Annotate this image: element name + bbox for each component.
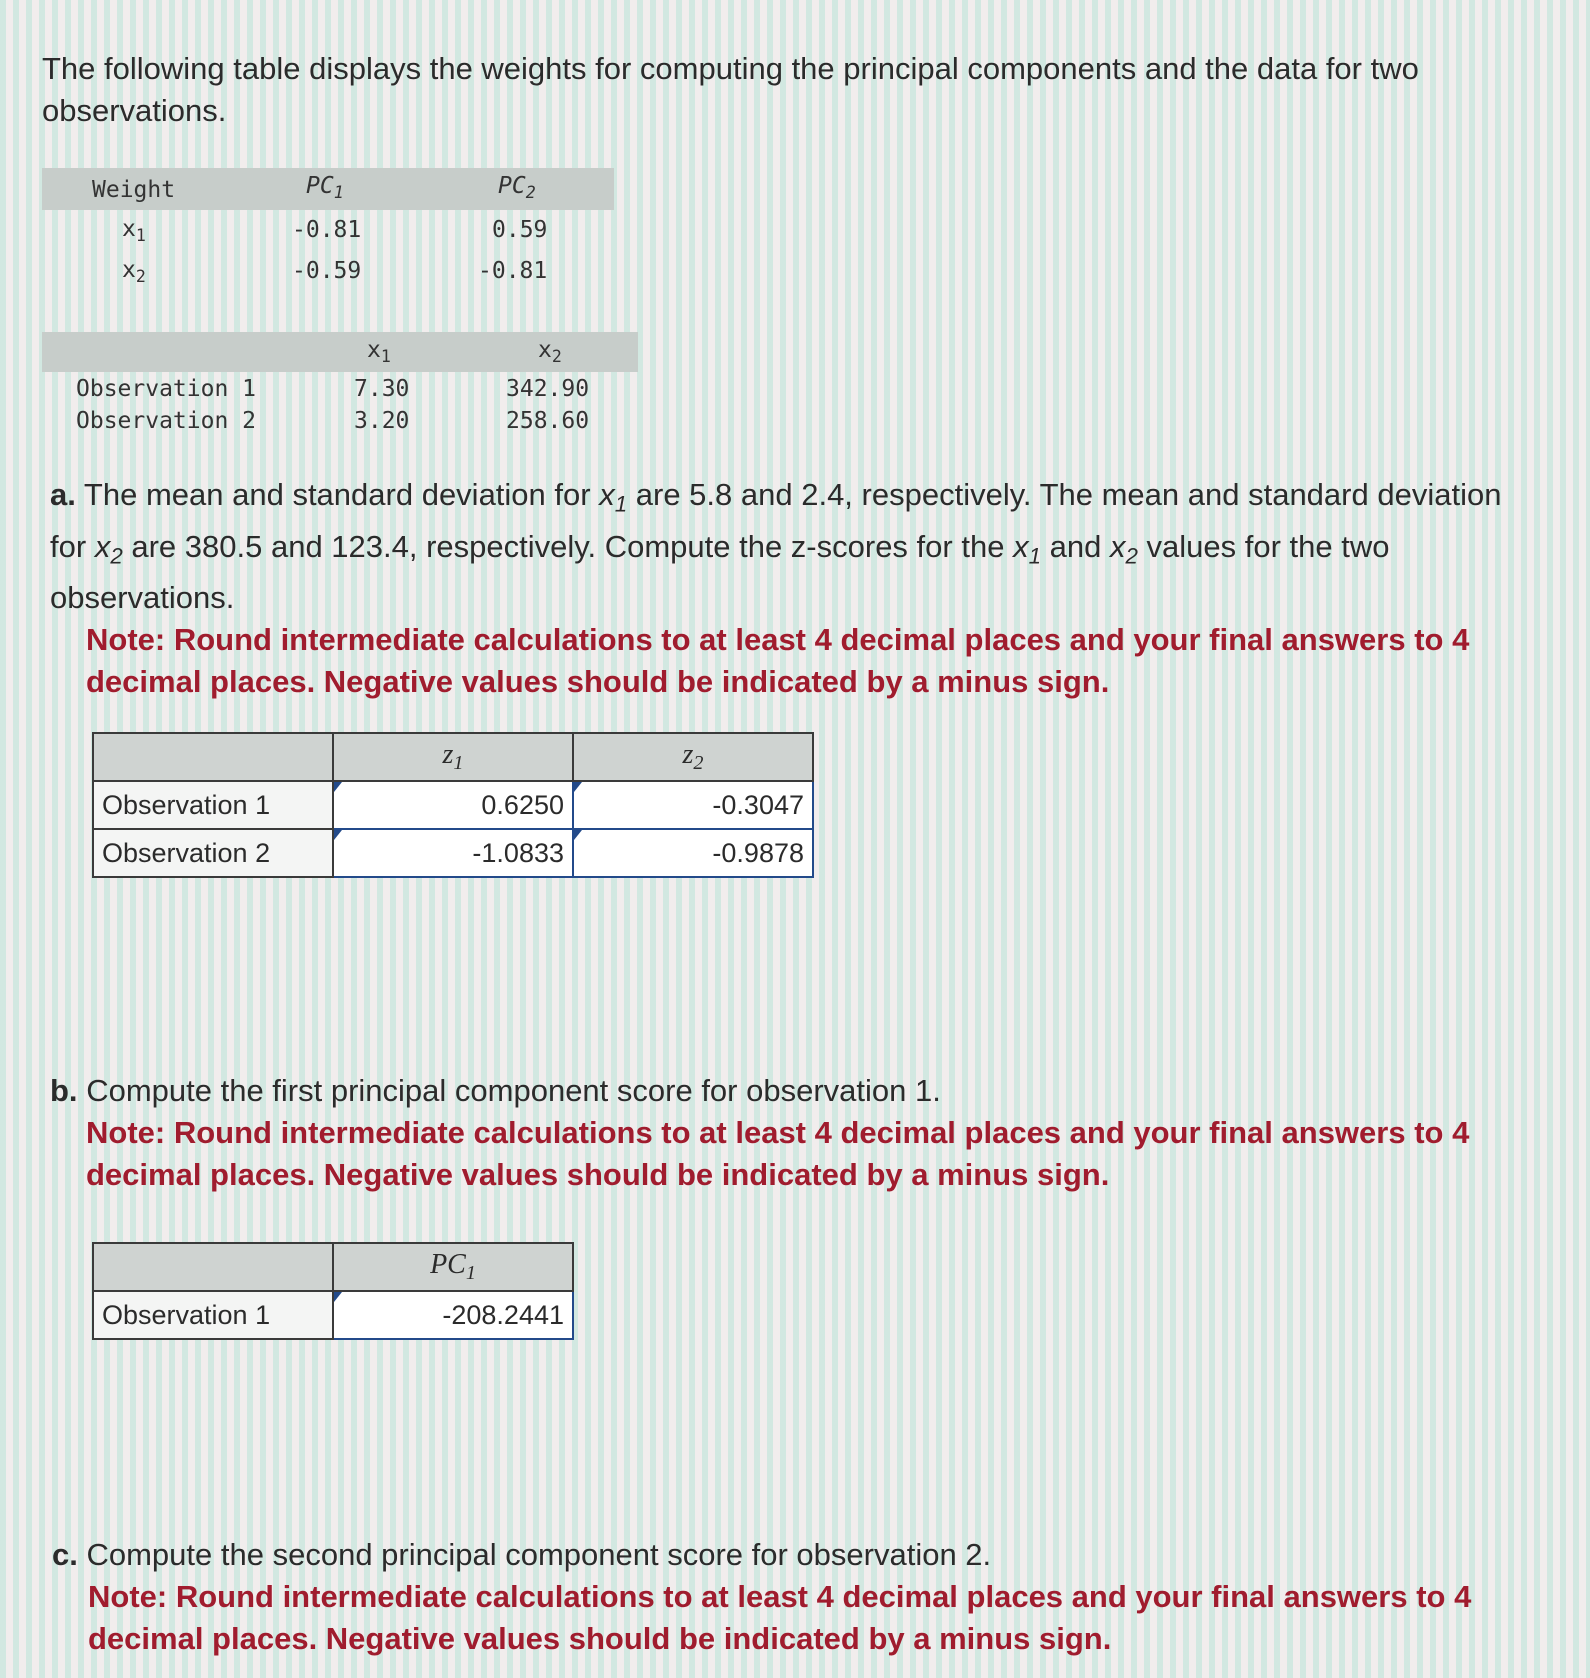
z-table-row-2-label: Observation 2 <box>93 829 333 877</box>
part-a-note: Note: Round intermediate calculations to at least 4 decimal places and your final answers to 4 decimal places. Negative values should be indicated by a minus sign. <box>86 622 1470 700</box>
pc1-table-corner <box>93 1243 333 1291</box>
weights-row-x2-var: $x_2$ <box>122 257 146 286</box>
obs-row-2-label: Observation 2 <box>76 408 257 434</box>
weights-row-x2-pc1: -0.59 <box>292 258 362 284</box>
z-table-header-z2: $z_2$ <box>573 733 813 781</box>
part-a-line-text3: are 380.5 and 123.4, respectively. Compute the z-scores for the <box>131 528 1005 564</box>
z2-obs1-input[interactable]: -0.3047 <box>573 781 813 829</box>
weights-header-pc1: $PC_1$ <box>306 173 344 202</box>
obs-row-2-x2: 258.60 <box>506 408 590 434</box>
weights-header-pc2: $PC_2$ <box>498 173 536 202</box>
obs-header-x1: $x_1$ <box>367 337 391 366</box>
obs-header-x2: $x_2$ <box>538 337 562 366</box>
z-table-corner <box>93 733 333 781</box>
part-c-note: Note: Round intermediate calculations to at least 4 decimal places and your final answers to 4 decimal places. Negative values should be indicated by a minus sign. <box>88 1579 1472 1656</box>
z2-obs2-input[interactable]: -0.9878 <box>573 829 813 877</box>
pc1-table <box>92 1242 574 1340</box>
z-table-row-1-label: Observation 1 <box>93 781 333 829</box>
part-b-note: Note: Round intermediate calculations to at least 4 decimal places and your final answers to 4 decimal places. Negative values should be indicated by a minus sign. <box>86 1115 1470 1192</box>
obs-row-1-x1: 7.30 <box>354 376 410 402</box>
pc1-obs1-input[interactable]: -208.2441 <box>333 1291 573 1339</box>
intro-text: The following table displays the weights for computing the principal components and the data for two observations. <box>42 51 1419 128</box>
pc1-table-row-label: Observation 1 <box>93 1291 333 1339</box>
z-table-header-z1: $z_1$ <box>333 733 573 781</box>
part-a-body: a. The mean and standard deviation for $x_1$ are 5.8 and 2.4, respectively. The mean and standard deviation for $x_2$ are 380.5 and 123.4, respectively. Compute the z-scores for the $x_1$ and $x_2$ values for the two observations. Note: Round intermediate calculations to at least 4 decimal places and your final answers to 4 decimal places. Negative values should be indicated by a minus sign. <box>50 474 1530 703</box>
z-score-table <box>92 732 814 878</box>
part-a-line-text4: and <box>1049 528 1102 564</box>
part-b-text: Compute the first principal component score for observation 1. <box>86 1073 941 1108</box>
part-b-body <box>50 1070 1530 1196</box>
pc1-table-header: $PC_1$ <box>333 1243 573 1291</box>
obs-row-1-label: Observation 1 <box>76 376 257 402</box>
part-c-body <box>52 1534 1532 1660</box>
part-c-label: c. <box>52 1537 78 1572</box>
part-a-label-visible: a. <box>50 477 76 512</box>
weights-row-x1-var: $x_1$ <box>122 216 146 245</box>
part-a-line-text2: are 5.8 and 2.4, respectively. The mean and standard deviation for <box>50 477 1502 564</box>
part-b-label: b. <box>50 1073 78 1108</box>
weights-row-x2-pc2: -0.81 <box>478 258 548 284</box>
weights-row-x1-pc2: 0.59 <box>492 217 548 243</box>
z1-obs2-input[interactable]: -1.0833 <box>333 829 573 877</box>
part-a-line-text5: values for the two observations. <box>50 528 1390 616</box>
part-c-text: Compute the second principal component score for observation 2. <box>86 1537 992 1572</box>
part-a-line-text1: The mean and standard deviation for <box>83 477 591 512</box>
weights-header-label: Weight <box>92 177 176 203</box>
obs-row-2-x1: 3.20 <box>354 408 410 434</box>
weights-row-x1-pc1: -0.81 <box>292 217 362 243</box>
z1-obs1-input[interactable]: 0.6250 <box>333 781 573 829</box>
obs-row-1-x2: 342.90 <box>506 376 590 402</box>
